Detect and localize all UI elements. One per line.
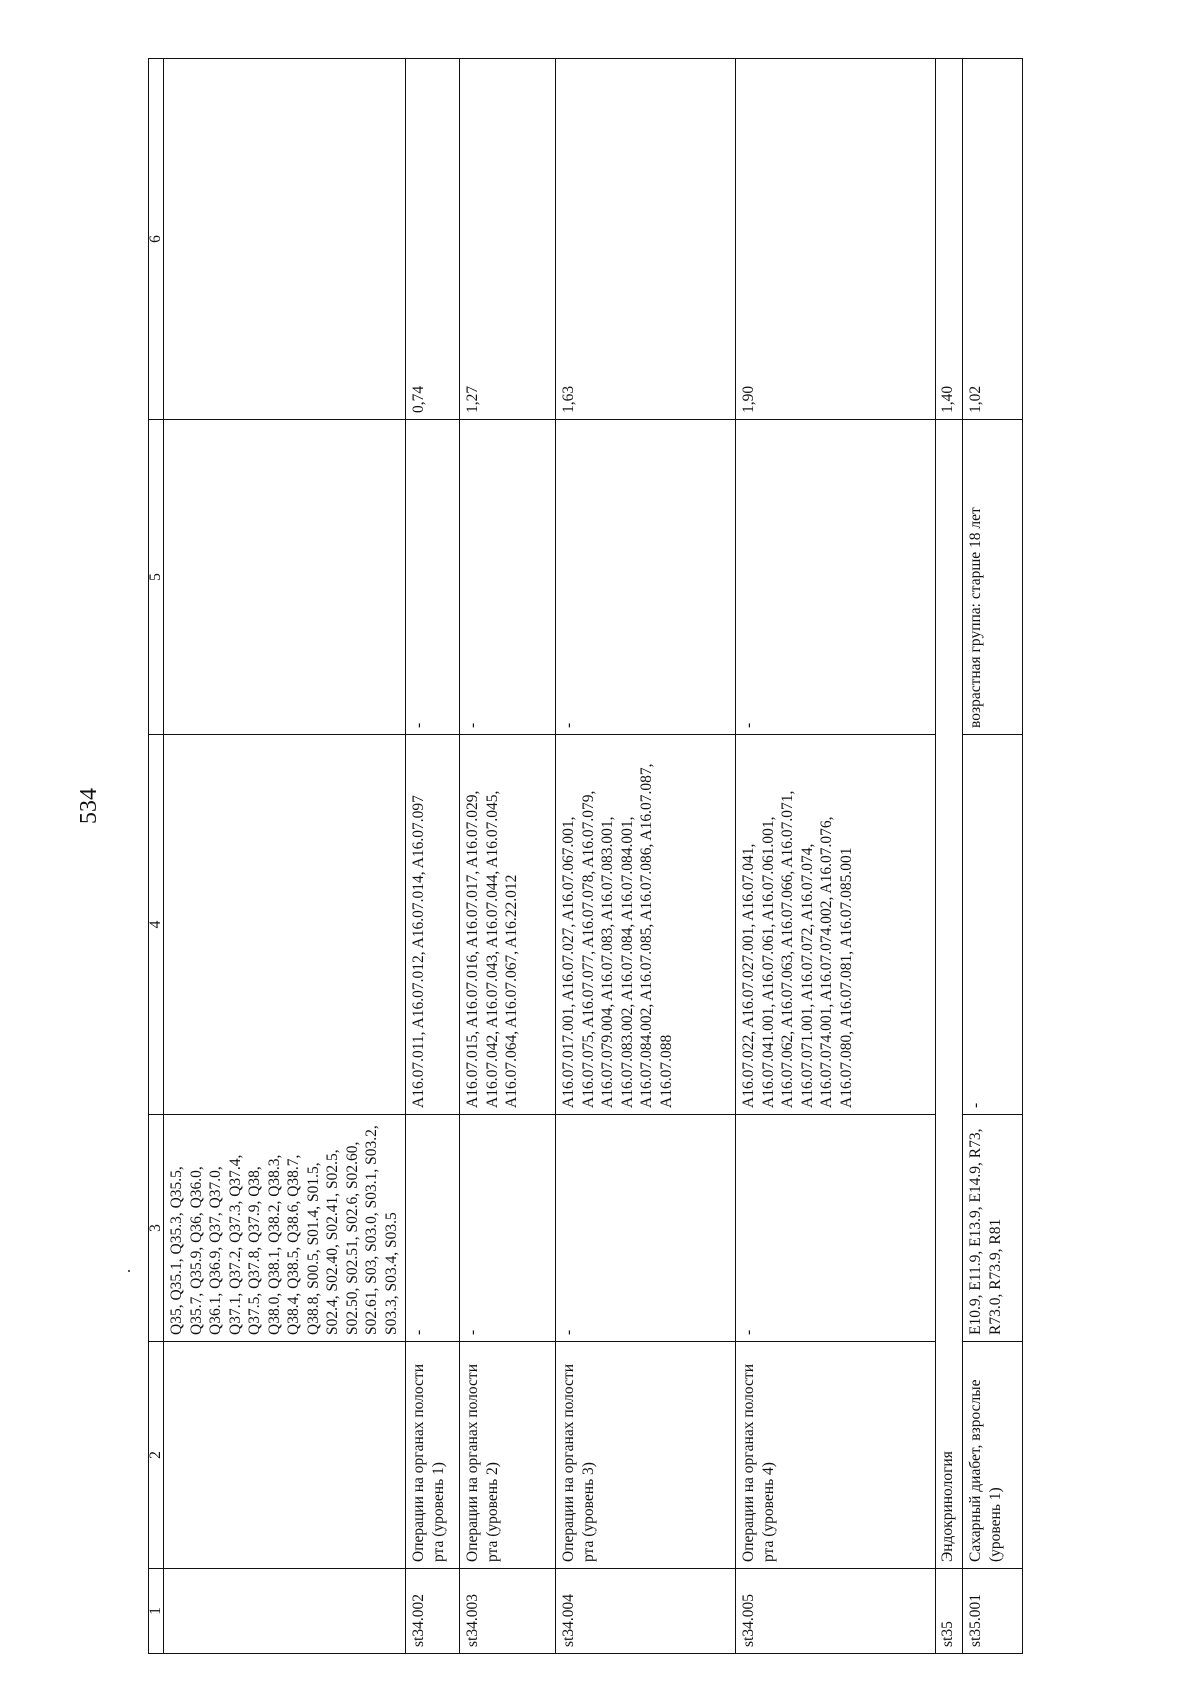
cell-coef: 0,74 [406, 59, 460, 420]
cell-other: возрастная группа: старше 18 лет [963, 420, 1023, 735]
table-row [406, 59, 460, 1654]
page-number: 534 [76, 788, 102, 824]
col-header-5: 5 [149, 420, 164, 735]
cell-other [164, 420, 406, 735]
cell-code: st34.002 [406, 1569, 460, 1654]
header-row [149, 59, 164, 1654]
cell-name: Сахарный диабет, взрослые (уровень 1) [963, 1342, 1023, 1569]
cell-services: A16.07.011, A16.07.012, A16.07.014, A16.07.097 [406, 735, 460, 1115]
col-header-4: 4 [149, 735, 164, 1115]
cell-name: Операции на органах полости рта (уровень 4) [736, 1342, 936, 1569]
cell-name: Операции на органах полости рта (уровень 2) [460, 1342, 556, 1569]
cell-code: st34.004 [556, 1569, 736, 1654]
cell-diagnoses: E10.9, E11.9, E13.9, E14.9, R73, R73.0, R73.9, R81 [963, 1115, 1023, 1342]
cell-other: - [406, 420, 460, 735]
col-header-6: 6 [149, 59, 164, 420]
cell-services: A16.07.015, A16.07.016, A16.07.017, A16.07.029, A16.07.042, A16.07.043, A16.07.044, A16.07.045, A16.07.064, A16.07.067, A16.22.012 [460, 735, 556, 1115]
table-row [963, 59, 1023, 1654]
cell-code [164, 1569, 406, 1654]
scan-speck [128, 1270, 130, 1272]
rotated-page-content [148, 59, 1088, 1654]
cell-coef [164, 59, 406, 420]
cell-diagnoses: - [736, 1115, 936, 1342]
cell-code: st34.005 [736, 1569, 936, 1654]
cell-name: Операции на органах полости рта (уровень 1) [406, 1342, 460, 1569]
section-row [936, 59, 963, 1654]
cell-diagnoses: - [556, 1115, 736, 1342]
section-coef: 1,40 [936, 59, 963, 420]
section-code: st35 [936, 1569, 963, 1654]
cell-diagnoses: - [460, 1115, 556, 1342]
table-row [556, 59, 736, 1654]
cell-other: - [460, 420, 556, 735]
cell-diagnoses: - [406, 1115, 460, 1342]
cell-name [164, 1342, 406, 1569]
col-header-3: 3 [149, 1115, 164, 1342]
cell-coef: 1,63 [556, 59, 736, 420]
cell-coef: 1,90 [736, 59, 936, 420]
cell-code: st35.001 [963, 1569, 1023, 1654]
col-header-1: 1 [149, 1569, 164, 1654]
cell-services: A16.07.022, A16.07.027.001, A16.07.041, A16.07.041.001, A16.07.061, A16.07.061.001, A16.07.062, A16.07.063, A16.07.066, A16.07.071, A16.07.071.001, A16.07.072, A16.07.074, A16.07.074.001, A16.07.074.002, A16.07.076, A16.07.080, A16.07.081, A16.07.085.001 [736, 735, 936, 1115]
cell-coef: 1,27 [460, 59, 556, 420]
table-row [460, 59, 556, 1654]
tariff-table [148, 58, 1023, 1654]
cell-services: - [963, 735, 1023, 1115]
table-row [736, 59, 936, 1654]
cell-name: Операции на органах полости рта (уровень 3) [556, 1342, 736, 1569]
cell-coef: 1,02 [963, 59, 1023, 420]
table-row-continuation [164, 59, 406, 1654]
cell-other: - [736, 420, 936, 735]
col-header-2: 2 [149, 1342, 164, 1569]
cell-other: - [556, 420, 736, 735]
cell-services: A16.07.017.001, A16.07.027, A16.07.067.001, A16.07.075, A16.07.077, A16.07.078, A16.07.079, A16.07.079.004, A16.07.083, A16.07.083.001, A16.07.083.002, A16.07.084, A16.07.084.001, A16.07.084.002, A16.07.085, A16.07.086, A16.07.087, A16.07.088 [556, 735, 736, 1115]
section-title: Эндокринология [936, 420, 963, 1569]
cell-code: st34.003 [460, 1569, 556, 1654]
cell-services [164, 735, 406, 1115]
cell-diagnoses: Q35, Q35.1, Q35.3, Q35.5, Q35.7, Q35.9, Q36, Q36.0, Q36.1, Q36.9, Q37, Q37.0, Q37.1, Q37.2, Q37.3, Q37.4, Q37.5, Q37.8, Q37.9, Q38, Q38.0, Q38.1, Q38.2, Q38.3, Q38.4, Q38.5, Q38.6, Q38.7, Q38.8, S00.5, S01.4, S01.5, S02.4, S02.40, S02.41, S02.5, S02.50, S02.51, S02.6, S02.60, S02.61, S03, S03.0, S03.1, S03.2, S03.3, S03.4, S03.5 [164, 1115, 406, 1342]
